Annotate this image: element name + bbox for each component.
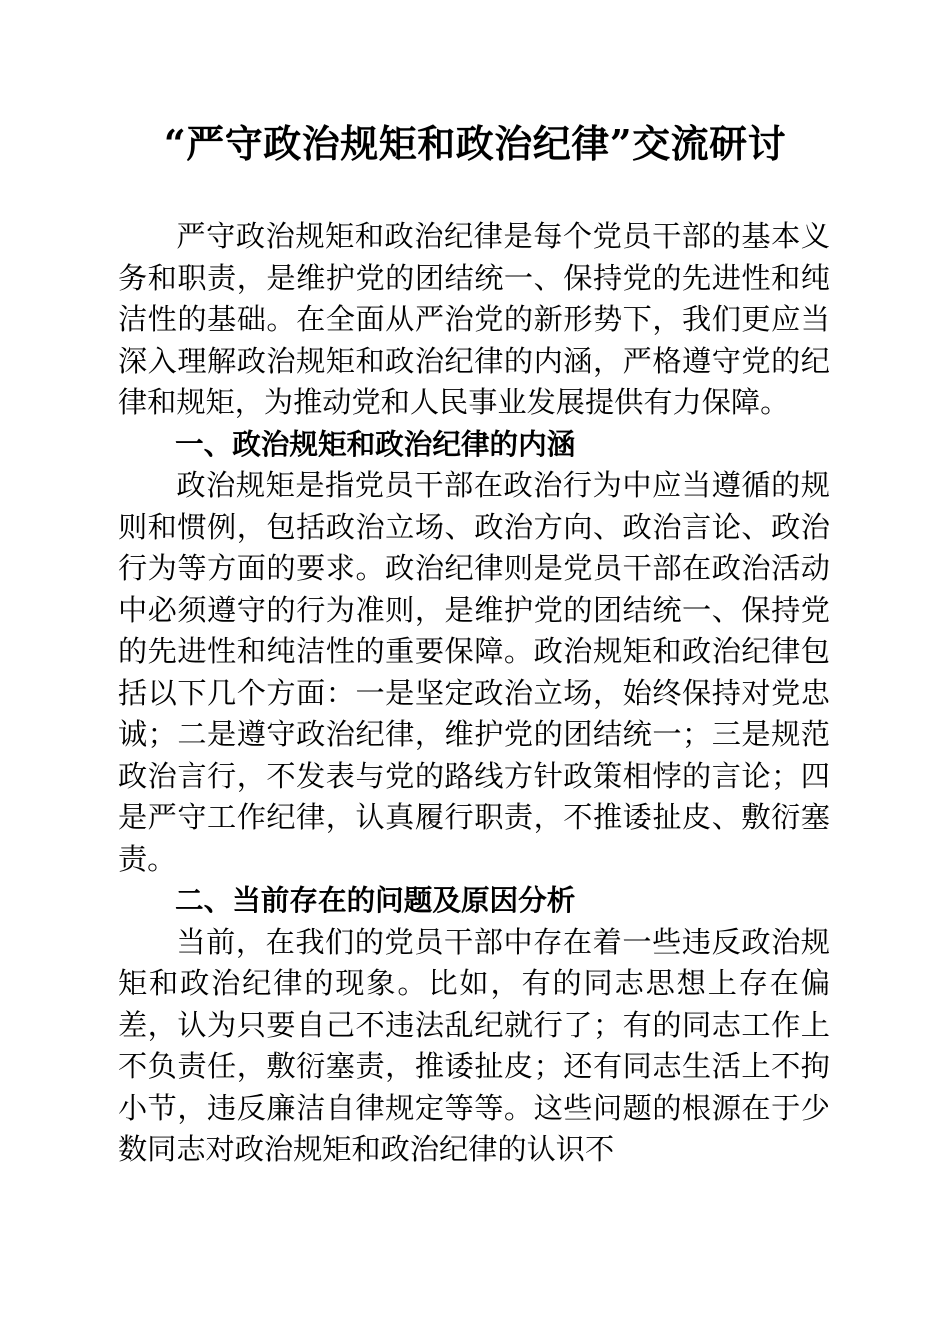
body-paragraph: 当前，在我们的党员干部中存在着一些违反政治规矩和政治纪律的现象。比如，有的同志思想上存在偏差，认为只要自己不违法乱纪就行了；有的同志工作上不负责任，敷衍塞责，推诿扯皮；还有同志生活上不拘小节，违反廉洁自律规定等等。这些问题的根源在于少数同志对政治规矩和政治纪律的认识不 bbox=[118, 924, 830, 1166]
section-heading: 二、当前存在的问题及原因分析 bbox=[175, 883, 576, 917]
section-heading: 一、政治规矩和政治纪律的内涵 bbox=[175, 426, 576, 461]
document-body bbox=[118, 216, 830, 1171]
body-paragraph: 严守政治规矩和政治纪律是每个党员干部的基本义务和职责，是维护党的团结统一、保持党的先进性和纯洁性的基础。在全面从严治党的新形势下，我们更应当深入理解政治规矩和政治纪律的内涵，严格遵守党的纪律和规矩，为推动党和人民事业发展提供有力保障。 bbox=[118, 219, 830, 419]
body-paragraph: 政治规矩是指党员干部在政治行为中应当遵循的规则和惯例，包括政治立场、政治方向、政治言论、政治行为等方面的要求。政治纪律则是党员干部在政治活动中必须遵守的行为准则，是维护党的团结统一、保持党的先进性和纯洁性的重要保障。政治规矩和政治纪律包括以下几个方面：一是坚定政治立场，始终保持对党忠诚；二是遵守政治纪律，维护党的团结统一；三是规范政治言行，不发表与党的路线方针政策相悖的言论；四是严守工作纪律，认真履行职责，不推诿扯皮、敷衍塞责。 bbox=[118, 468, 830, 876]
page-title: “严守政治规矩和政治纪律”交流研讨 bbox=[163, 121, 787, 166]
